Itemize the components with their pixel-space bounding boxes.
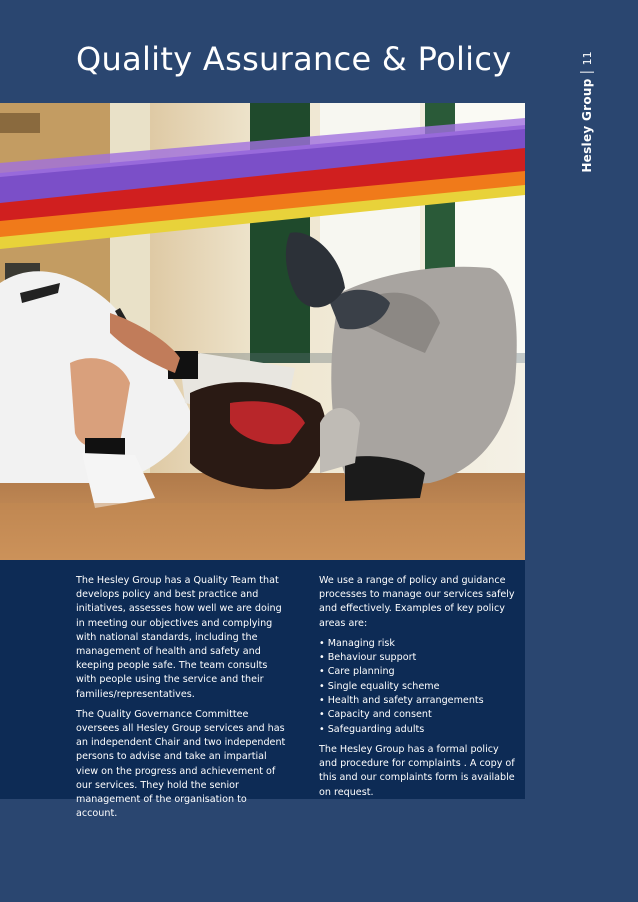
list-item: • Health and safety arrangements bbox=[319, 694, 515, 708]
policy-areas-list bbox=[319, 637, 515, 737]
right-column bbox=[319, 574, 515, 806]
list-item: • Single equality scheme bbox=[319, 680, 515, 694]
list-item: • Behaviour support bbox=[319, 651, 515, 665]
page-title: Quality Assurance & Policy bbox=[76, 40, 512, 78]
brand-name: Hesley Group bbox=[580, 78, 594, 173]
complaints-paragraph: The Hesley Group has a formal policy and procedure for complaints . A copy of this and our complaints form is available on request. bbox=[319, 743, 515, 798]
policy-intro-paragraph: We use a range of policy and guidance processes to manage our services safely and effectively. Examples of key policy areas are: bbox=[319, 575, 515, 629]
hero-photo bbox=[0, 103, 525, 560]
left-column bbox=[76, 574, 290, 827]
list-item: • Care planning bbox=[319, 665, 515, 679]
quality-team-paragraph: The Hesley Group has a Quality Team that develops policy and best practice and initiatives, assesses how well we are doing in meeting our objectives and complying with national standards, including the management of health and safety and keeping people safe. The team consults with people using the service and their families/representatives. bbox=[76, 575, 282, 700]
list-item: • Capacity and consent bbox=[319, 708, 515, 722]
page-number: 11 bbox=[580, 51, 594, 66]
list-item: • Managing risk bbox=[319, 637, 515, 651]
text-panel bbox=[0, 560, 525, 820]
children-playing-under-parachute-photo bbox=[0, 103, 525, 560]
list-item: • Safeguarding adults bbox=[319, 723, 515, 737]
side-tab bbox=[576, 51, 598, 173]
divider bbox=[580, 71, 594, 72]
governance-committee-paragraph: The Quality Governance Committee oversees all Hesley Group services and has an independent Chair and two independent persons to advise and take an impartial view on the progress and achievement of our services. They hold the senior management of the organisation to account. bbox=[76, 708, 286, 820]
